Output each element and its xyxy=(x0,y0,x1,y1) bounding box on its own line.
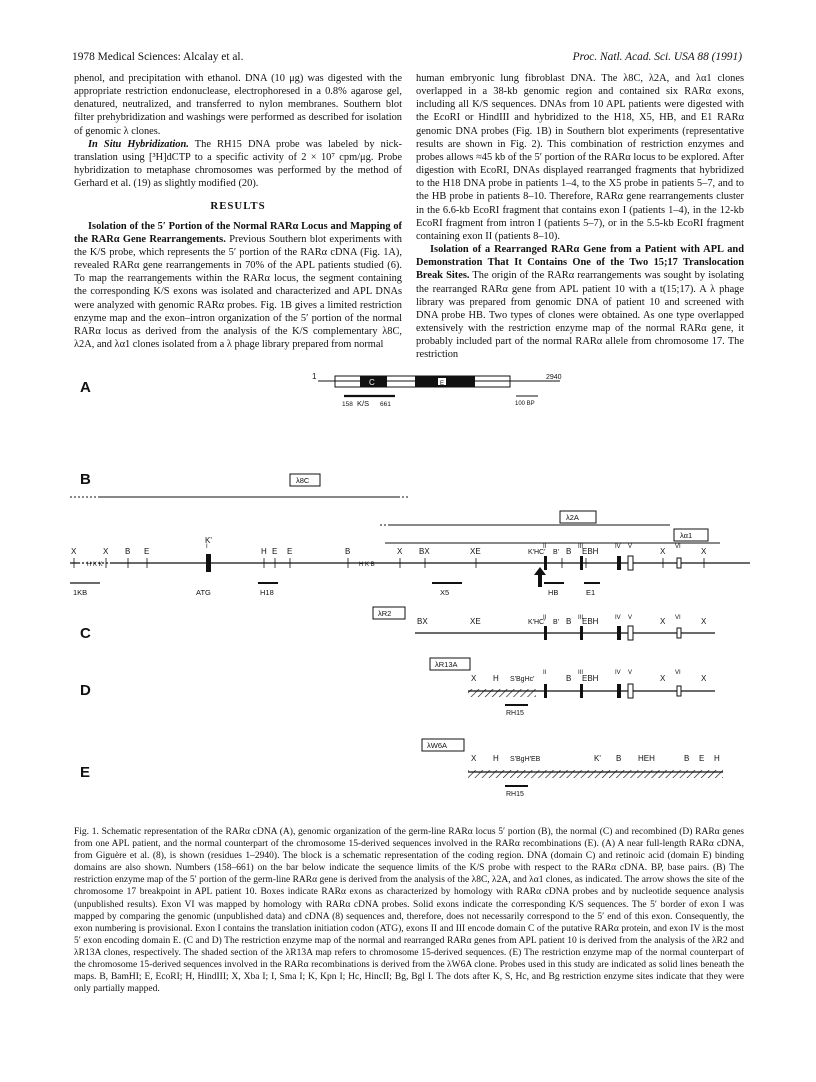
scale-label-b: 1KB xyxy=(73,588,88,597)
atg-label: ATG xyxy=(196,588,211,597)
exon-label: II xyxy=(543,615,547,621)
exon-box xyxy=(628,556,633,570)
exon-box xyxy=(206,554,211,572)
exon-box xyxy=(580,626,583,640)
exon-box xyxy=(580,556,583,570)
site-hk: H K K xyxy=(87,562,103,568)
paragraph: phenol, and precipitation with ethanol. DNA (10 μg) was digested with the appropriate restriction endonuclease, electrophoresed in a 0.8% agarose gel, denatured, neutralized, and transferred to nylon membranes. Southern blot filter prehybridization and washings were performed as described for isolation of genomic λ clones. xyxy=(74,73,402,137)
probe-rh15-label: RH15 xyxy=(506,791,524,798)
site-b: B xyxy=(125,547,131,556)
site-bs: B' xyxy=(553,549,560,556)
paragraph xyxy=(74,220,402,352)
site-ebh: EBH xyxy=(582,547,599,556)
domain-e-label: E xyxy=(440,381,445,387)
left-column xyxy=(74,72,402,351)
site-ebh: EBH xyxy=(582,674,599,683)
ks-label: K/S xyxy=(357,399,370,408)
site-e: E xyxy=(287,547,293,556)
site-x: X xyxy=(471,754,477,763)
figure-caption: Fig. 1. Schematic representation of the RARα cDNA (A), genomic organization of the germ-line RARα locus 5′ portion (B), the normal (C) and recombined (D) RARα genes from one APL patient, and the normal counterpart of the chromosome 15-derived sequences involved in the RARα recombinations (E). (A) A near full-length RARα cDNA, from Giguère et al. (8), is shown (residues 1–2940). The block is a schematic representation of the coding region. DNA (domain C) and retinoic acid (domain E) binding domains are also shown. Numbers (158–661) on the bar below indicate the sequence limits of the K/S probe with respect to the RARα cDNA. BP, base pairs. (B) The restriction enzyme map of the 5′ portion of the germ-line RARα gene is derived from the analysis of the λ8C, λ2A, and λα1 clones, as indicated. The arrow shows the site of the chromosome 17 breakpoint in APL patient 10. Boxes indicate RARα exons as characterized by homology with RARα cDNA probes and by nucleotide sequence analysis (unpublished results). Exon VI was mapped by homology with RARα cDNA probes. Solid exons indicate the corresponding K/S sequences. The 5′ border of exon I was mapped by comparing the genomic (unpublished data) and cDNA (8) sequences and, therefore, does not necessarily correspond to the 5′ end of this exon. Consequently, the exon numbering is provisional. Exon I contains the translation initiation codon (ATG), exons II and III encode domain C of the putative RARα protein, and exon IV is the most 5′ exon encoding domain E. (C and D) The restriction enzyme map of the normal and rearranged RARα genes from APL patient 10 is derived from the analysis of the λR2 and λR13A clones, respectively. The shaded section of the λR13A map refers to chromosome 15-derived sequences. (E) The restriction enzyme map of the normal counterpart of the chromosome 15-derived sequences involved in the RARα recombinations is derived from the λW6A clone. Probes used in this study are indicated as solid lines beneath the maps. B, BamHI; E, EcoRI; H, HindIII; X, Xba I; I, Sma I; K, Kpn I; Hc, HincII; Bg, Bgl I. The dots after K, S, Hc, and Bg restriction enzyme sites indicate that they were only partially mapped. xyxy=(74,827,744,995)
page-header-left: 1978 Medical Sciences: Alcalay et al. xyxy=(72,51,244,63)
site-x: X xyxy=(660,617,666,626)
site-b: B xyxy=(684,754,690,763)
site-h: H xyxy=(714,754,720,763)
site-bx: BX xyxy=(417,617,428,626)
paragraph xyxy=(74,138,402,191)
site-hkb: H K B xyxy=(359,562,375,568)
exon-box xyxy=(580,684,583,698)
exon-label: III xyxy=(578,670,584,676)
site-b: B xyxy=(345,547,351,556)
exon-label: V xyxy=(628,615,633,621)
probe-hb-label: HB xyxy=(548,588,559,597)
exon-box xyxy=(677,558,681,568)
site-x: X xyxy=(701,674,707,683)
restriction-map-diagram xyxy=(60,365,760,820)
site-h: H xyxy=(493,754,499,763)
site-b: B xyxy=(566,617,572,626)
exon-label: VI xyxy=(675,544,681,550)
site-h: H xyxy=(261,547,267,556)
site-b: B xyxy=(616,754,622,763)
chr15-shaded-section xyxy=(468,689,536,697)
panel-d-label: D xyxy=(80,682,91,699)
exon-label: IV xyxy=(615,615,621,621)
exon-label: II xyxy=(543,670,547,676)
right-column xyxy=(416,72,744,361)
site-bx: BX xyxy=(419,547,430,556)
exon-label: IV xyxy=(615,670,621,676)
site-x: X xyxy=(660,674,666,683)
ks-left: 158 xyxy=(342,401,353,408)
site-x: X xyxy=(701,617,707,626)
site-h: H xyxy=(493,674,499,683)
clone-8c-label: λ8C xyxy=(296,476,310,485)
exon-label: III xyxy=(578,544,584,550)
panel-c-label: C xyxy=(80,625,91,642)
exon-box xyxy=(544,626,547,640)
exon-label: III xyxy=(578,615,584,621)
site-sbghe: S'BgH'EB xyxy=(510,756,541,763)
exon-label: VI xyxy=(675,615,681,621)
figure-1 xyxy=(60,365,760,820)
site-x: X xyxy=(397,547,403,556)
site-khc: K'HC' xyxy=(528,549,546,556)
exon-label: I xyxy=(206,544,208,550)
clone-2a-label: λ2A xyxy=(566,513,579,522)
paragraph: human embryonic lung fibroblast DNA. The λ8C, λ2A, and λα1 clones overlapped in a 38-kb genomic region and contained six RARα exons, including all K/S sequences. DNAs from 10 APL patients were digested with the EcoRI or HindIII and hybridized to the H18, X5, HB, and E1 RARα genomic DNA probes (Fig. 1B) in Southern blot experiments (representative results are shown in Fig. 2). This combination of restriction enzymes and probes allows ≈45 kb of the 5′ portion of the RARα locus to be explored. After digestion with EcoRI, DNAs displayed rearranged fragments that hybridized to the H18 DNA probe in patients 1–4, to the X5 probe in patients 5–7, and to the HB probe in patients 8–10. Therefore, RARα gene rearrangements cluster in the 6.6-kb EcoRI fragment that contains exon I (patients 1–4), in the 12-kb EcoRI fragment from intron I (patients 5–7), or in the 5.5-kb EcoRI fragment containing exon II (patients 8–10). xyxy=(416,73,744,242)
site-e: E xyxy=(272,547,278,556)
exon-label: V xyxy=(628,544,633,550)
run-in-heading: Isolation of the 5′ Portion of the Normal RARα Locus and Mapping of the RARα Gene Rearrangements. xyxy=(74,220,402,245)
exon-label: V xyxy=(628,670,633,676)
cdna-start: 1 xyxy=(312,372,317,381)
site-x: X xyxy=(103,547,109,556)
panel-b-label: B xyxy=(80,471,91,488)
probe-x5-label: X5 xyxy=(440,588,450,597)
site-k: K' xyxy=(205,536,212,545)
exon-box xyxy=(628,684,633,698)
section-heading: RESULTS xyxy=(210,200,266,213)
clone-a1-label: λα1 xyxy=(680,531,693,540)
paragraph-body: Previous Southern blot experiments with the K/S probe, which represents the 5′ portion of the RARα cDNA (Fig. 1A), revealed RARα gene rearrangements in 70% of the APL patients studied (6). To map the rearrangements within the RARα locus, the segment containing the corresponding K/S exons was isolated and characterized and APL DNAs were analyzed with genomic RARα probes. Fig. 1B gives a limited restriction enzyme map and the exon–intron organization of the 5′ portion of the normal RARα locus as derived from the analysis of the K/S complementary λ8C, λ2A, and λα1 clones isolated from a λ phage library prepared from normal xyxy=(74,233,402,350)
panel-a-label: A xyxy=(80,379,91,396)
probe-rh15-label: RH15 xyxy=(506,710,524,717)
site-x: X xyxy=(660,547,666,556)
exon-box xyxy=(628,626,633,640)
exon-label: II xyxy=(543,544,547,550)
paragraph-body: The origin of the RARα rearrangements was sought by isolating the rearranged RARα gene from APL patient 10 with a t(15;17). A λ phage library was prepared from genomic DNA of patient 10 and screened with DNA probe HB. Two types of clones were obtained. As one type overlapped extensively with the restriction enzyme map of the normal RARα gene, it probably included part of the normal RARα allele from chromosome 17. The restriction xyxy=(416,270,744,361)
site-x: X xyxy=(471,674,477,683)
site-b: B xyxy=(566,547,572,556)
clone-r13a-label: λR13A xyxy=(435,660,458,669)
exon-label: IV xyxy=(615,544,621,550)
run-in-heading: In Situ Hybridization. xyxy=(88,138,189,150)
journal-header: Proc. Natl. Acad. Sci. USA 88 (1991) xyxy=(572,51,742,63)
site-heh: HEH xyxy=(638,754,655,763)
clone-r2-label: λR2 xyxy=(378,609,392,618)
clone-w6a-label: λW6A xyxy=(427,741,448,750)
probe-h18-label: H18 xyxy=(260,588,274,597)
site-e: E xyxy=(144,547,150,556)
site-sbghc: S'BgHc' xyxy=(510,676,535,683)
exon-box xyxy=(617,684,621,698)
paragraph xyxy=(416,243,744,361)
scale-label-a: 100 BP xyxy=(515,401,535,407)
exon-label: VI xyxy=(675,670,681,676)
site-ebh: EBH xyxy=(582,617,599,626)
domain-c-label: C xyxy=(369,378,375,387)
site-e: E xyxy=(699,754,705,763)
exon-box xyxy=(544,684,547,698)
site-xe: XE xyxy=(470,617,481,626)
site-x: X xyxy=(71,547,77,556)
exon-box xyxy=(677,686,681,696)
site-x: X xyxy=(701,547,707,556)
panel-e-label: E xyxy=(80,764,91,781)
exon-box xyxy=(617,626,621,640)
chr15-counterpart-shaded xyxy=(468,770,723,778)
exon-box xyxy=(544,556,547,570)
paragraph-body: The RH15 DNA probe was labeled by nick-translation using [³H]dCTP to a specific activity of 2 × 10⁷ cpm/μg. Probe hybridization to metaphase chromosomes was performed by the method of Gerhard et al. (19) as slightly modified (20). xyxy=(74,138,402,190)
site-bs: B' xyxy=(553,619,560,626)
run-in-heading: Isolation of a Rearranged RARα Gene from a Patient with APL and Demonstration That It Contains One of the Two 15;17 Translocation Break Sites. xyxy=(416,244,744,282)
site-b: B xyxy=(566,674,572,683)
exon-box xyxy=(617,556,621,570)
probe-e1-label: E1 xyxy=(586,588,596,597)
site-xe: XE xyxy=(470,547,481,556)
cdna-end: 2940 xyxy=(546,374,562,381)
exon-box xyxy=(677,628,681,638)
ks-right: 661 xyxy=(380,401,391,408)
site-k: K' xyxy=(594,754,601,763)
site-khc: K'HC' xyxy=(528,619,546,626)
